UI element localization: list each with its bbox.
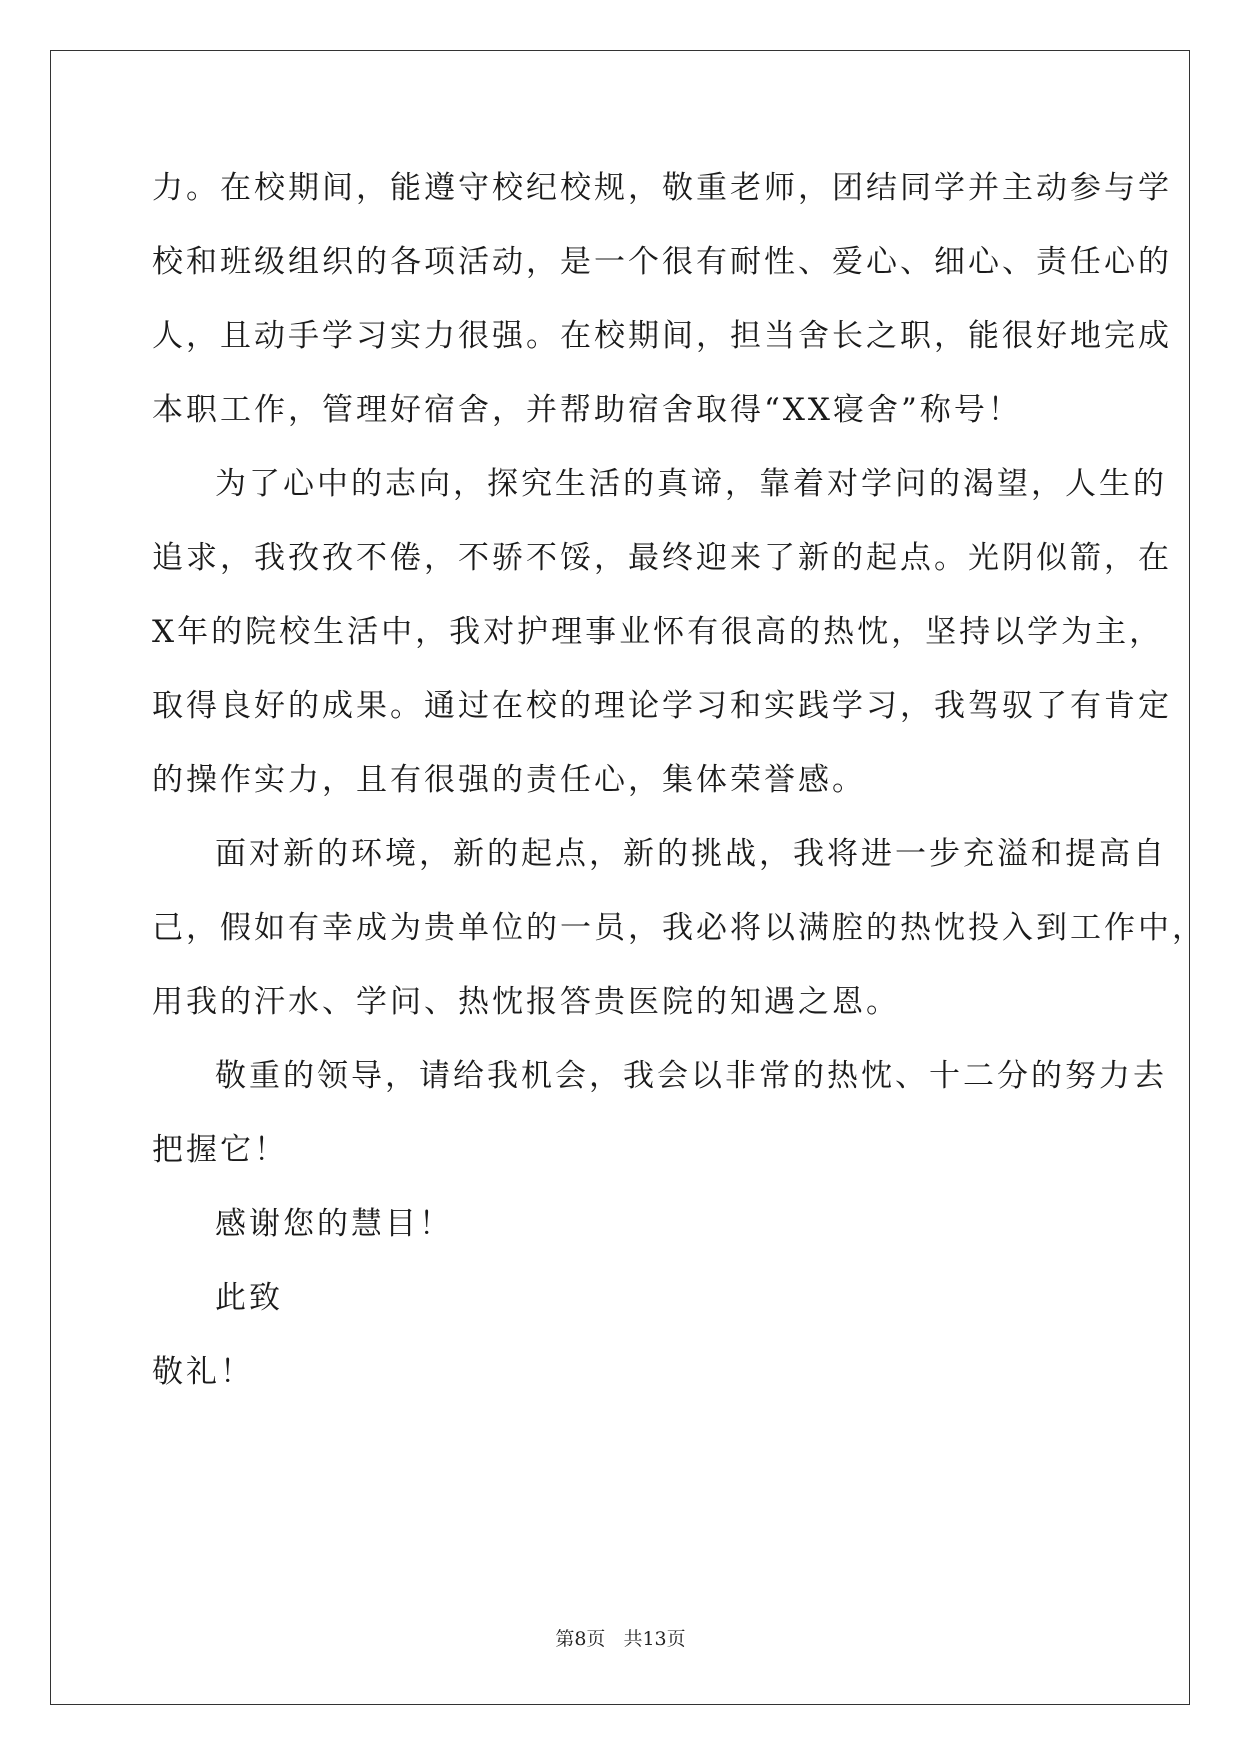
body-line-17: 敬礼！	[152, 1354, 254, 1390]
body-line-5: 为了心中的志向，探究生活的真谛，靠着对学问的渴望，人生的	[215, 466, 1167, 502]
body-line-15: 感谢您的慧目！	[215, 1206, 453, 1242]
body-line-4: 本职工作，管理好宿舍，并帮助宿舍取得“XX寝舍”称号！	[152, 392, 1022, 428]
body-line-8: 取得良好的成果。通过在校的理论学习和实践学习，我驾驭了有肯定	[152, 688, 1172, 724]
body-line-6: 追求，我孜孜不倦，不骄不馁，最终迎来了新的起点。光阴似箭，在	[152, 540, 1172, 576]
body-line-14: 把握它！	[152, 1132, 288, 1168]
body-line-16: 此致	[215, 1280, 283, 1316]
body-line-3: 人，且动手学习实力很强。在校期间，担当舍长之职，能很好地完成	[152, 318, 1172, 354]
page-footer	[0, 1624, 1241, 1651]
page-number: 第8页	[555, 1628, 606, 1650]
body-line-11: 己，假如有幸成为贵单位的一员，我必将以满腔的热忱投入到工作中，	[152, 910, 1206, 946]
page-border	[50, 50, 1190, 1705]
page-total: 共13页	[623, 1628, 686, 1650]
body-line-9: 的操作实力，且有很强的责任心，集体荣誉感。	[152, 762, 866, 798]
body-line-12: 用我的汗水、学问、热忱报答贵医院的知遇之恩。	[152, 984, 900, 1020]
body-line-2: 校和班级组织的各项活动，是一个很有耐性、爱心、细心、责任心的	[152, 244, 1172, 280]
body-line-7: X年的院校生活中，我对护理事业怀有很高的热忱，坚持以学为主，	[152, 614, 1164, 650]
body-line-13: 敬重的领导，请给我机会，我会以非常的热忱、十二分的努力去	[215, 1058, 1167, 1094]
body-line-1: 力。在校期间，能遵守校纪校规，敬重老师，团结同学并主动参与学	[152, 170, 1172, 206]
body-line-10: 面对新的环境，新的起点，新的挑战，我将进一步充溢和提高自	[215, 836, 1167, 872]
